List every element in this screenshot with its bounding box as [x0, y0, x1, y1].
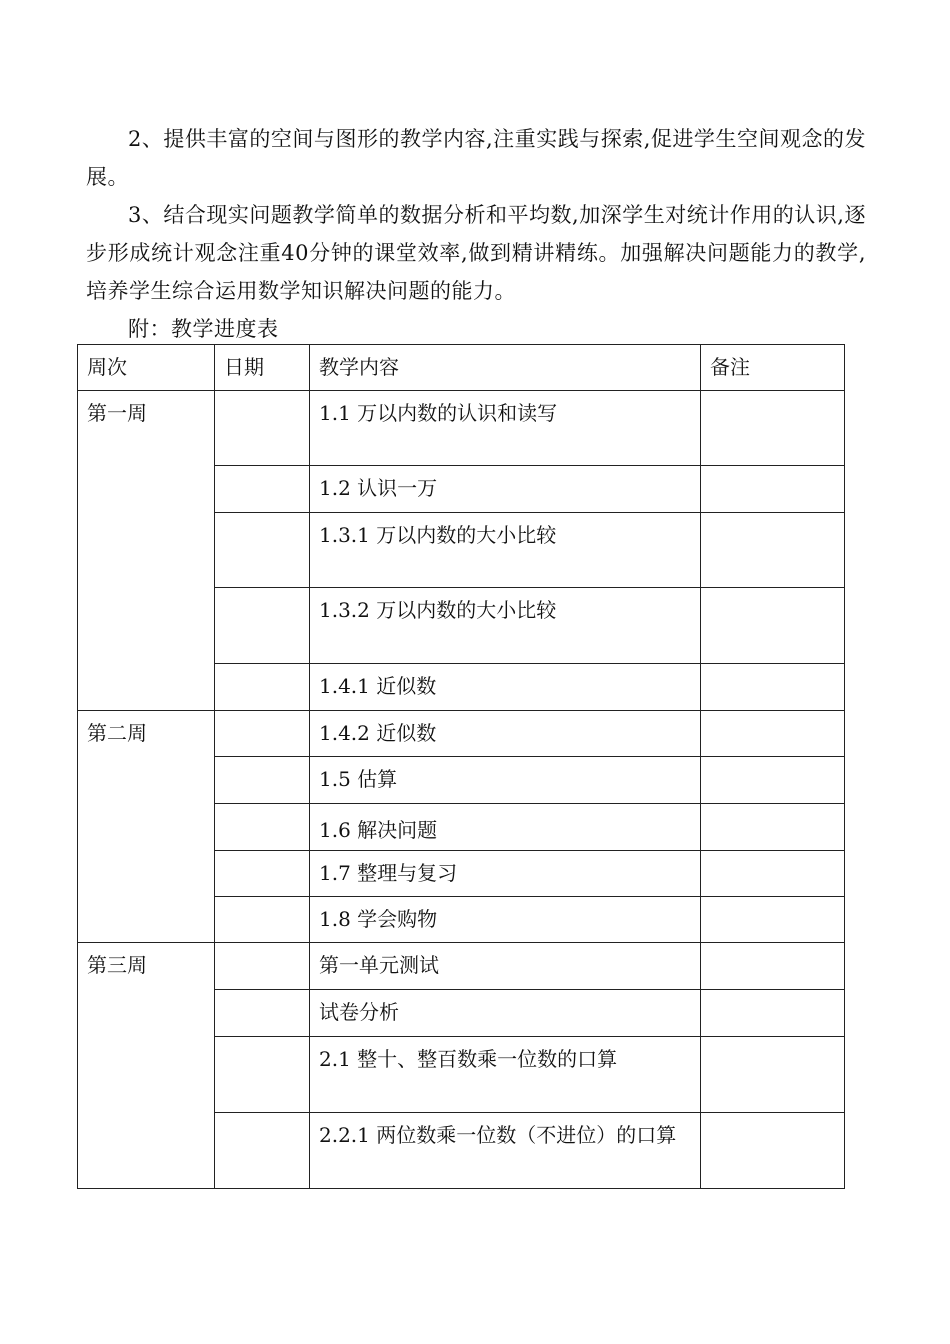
note-cell — [701, 711, 845, 757]
paragraph-spatial-geometry: 2、提供丰富的空间与图形的教学内容,注重实践与探索,促进学生空间观念的发展。 — [86, 127, 866, 189]
content-cell: 1.6 解决问题 — [310, 804, 701, 851]
note-cell — [701, 513, 845, 588]
week-cell-2: 第二周 — [78, 711, 215, 943]
content-cell: 1.1 万以内数的认识和读写 — [310, 391, 701, 466]
header-note: 备注 — [701, 345, 845, 391]
note-cell — [701, 466, 845, 513]
header-date: 日期 — [215, 345, 310, 391]
content-cell: 1.2 认识一万 — [310, 466, 701, 513]
table-row — [78, 711, 845, 757]
note-cell — [701, 804, 845, 851]
content-cell: 2.1 整十、整百数乘一位数的口算 — [310, 1037, 701, 1113]
date-cell — [215, 851, 310, 897]
date-cell — [215, 1037, 310, 1113]
note-cell — [701, 943, 845, 990]
date-cell — [215, 391, 310, 466]
date-cell — [215, 943, 310, 990]
content-cell: 第一单元测试 — [310, 943, 701, 990]
content-cell: 1.3.1 万以内数的大小比较 — [310, 513, 701, 588]
date-cell — [215, 990, 310, 1037]
paragraph-statistics: 3、结合现实问题教学简单的数据分析和平均数,加深学生对统计作用的认识,逐步形成统计观念注重40分钟的课堂效率,做到精讲精练。加强解决问题能力的教学,培养学生综合运用数学知识解决问题的能力。 — [86, 203, 866, 303]
table-row — [78, 943, 845, 990]
note-cell — [701, 1037, 845, 1113]
note-cell — [701, 990, 845, 1037]
content-cell: 2.2.1 两位数乘一位数（不进位）的口算 — [310, 1113, 701, 1189]
schedule-caption: 附：教学进度表 — [128, 317, 279, 341]
content-cell: 1.4.1 近似数 — [310, 664, 701, 711]
content-cell: 1.3.2 万以内数的大小比较 — [310, 588, 701, 664]
content-cell: 1.4.2 近似数 — [310, 711, 701, 757]
date-cell — [215, 466, 310, 513]
header-week: 周次 — [78, 345, 215, 391]
date-cell — [215, 664, 310, 711]
date-cell — [215, 513, 310, 588]
note-cell — [701, 757, 845, 804]
date-cell — [215, 711, 310, 757]
content-cell: 1.5 估算 — [310, 757, 701, 804]
date-cell — [215, 897, 310, 943]
week-cell-3: 第三周 — [78, 943, 215, 1189]
header-content: 教学内容 — [310, 345, 701, 391]
teaching-schedule-table — [77, 344, 845, 1189]
note-cell — [701, 1113, 845, 1189]
date-cell — [215, 1113, 310, 1189]
note-cell — [701, 391, 845, 466]
date-cell — [215, 804, 310, 851]
content-cell: 1.8 学会购物 — [310, 897, 701, 943]
week-cell-1: 第一周 — [78, 391, 215, 711]
table-row — [78, 391, 845, 466]
date-cell — [215, 588, 310, 664]
content-cell: 1.7 整理与复习 — [310, 851, 701, 897]
note-cell — [701, 851, 845, 897]
note-cell — [701, 664, 845, 711]
date-cell — [215, 757, 310, 804]
note-cell — [701, 588, 845, 664]
table-header-row — [78, 345, 845, 391]
note-cell — [701, 897, 845, 943]
content-cell: 试卷分析 — [310, 990, 701, 1037]
